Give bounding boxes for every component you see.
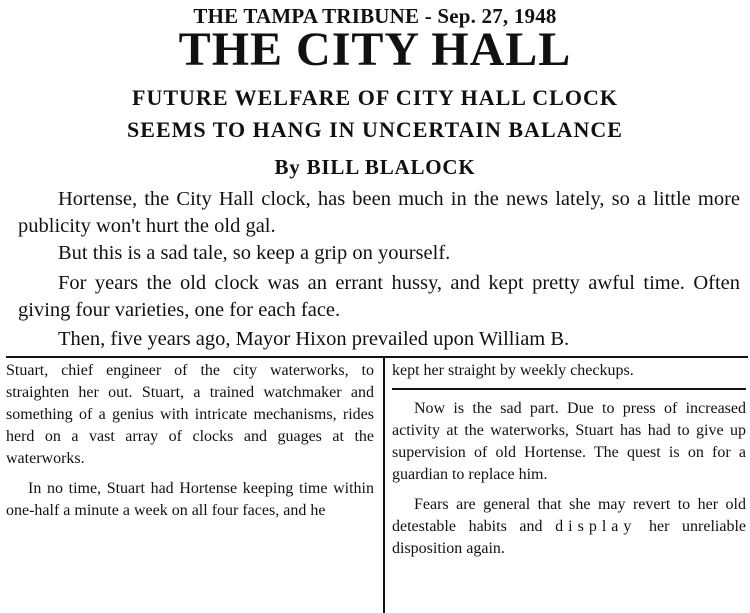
left-column: [6, 360, 374, 530]
left-column-paragraph: In no time, Stuart had Hortense keeping time within one-half a minute a week on all four faces, and he: [6, 480, 374, 519]
right-column-paragraph: Fears are general that she may revert to her old detestable habits and display her unreliable disposition again.: [392, 496, 747, 557]
lead-paragraph-3: For years the old clock was an errant hussy, and kept pretty awful time. Often giving four varieties, one for each face.: [18, 272, 740, 321]
byline: By BILL BLALOCK: [274, 155, 476, 179]
right-column: [392, 360, 746, 568]
left-column-paragraph: Stuart, chief engineer of the city waterworks, to straighten her out. Stuart, a trained watchmaker and something of a genius with intricate mechanisms, rides herd on a vast array of clocks and guages at the waterworks.: [6, 362, 374, 467]
spaced-word: display: [555, 518, 637, 535]
lead-paragraph-1: Hortense, the City Hall clock, has been much in the news lately, so a little more publicity won't hurt the old gal.: [18, 188, 740, 237]
lead-paragraph-2: But this is a sad tale, so keep a grip on yourself.: [58, 242, 451, 264]
section-title: THE CITY HALL: [178, 23, 572, 76]
headline-line-1: FUTURE WELFARE OF CITY HALL CLOCK: [132, 85, 618, 110]
right-column-paragraph: Now is the sad part. Due to press of increased activity at the waterworks, Stuart has had to give up supervision of old Hortense. The quest is on for a guardian to replace him.: [392, 400, 746, 483]
column-divider: [383, 356, 385, 613]
lead-paragraph-4: Then, five years ago, Mayor Hixon prevailed upon William B.: [58, 328, 570, 350]
headline-line-2: SEEMS TO HANG IN UNCERTAIN BALANCE: [127, 117, 623, 142]
horizontal-rule: [6, 356, 748, 358]
right-column-first-line: kept her straight by weekly checkups.: [392, 360, 746, 390]
article-columns: [6, 356, 748, 613]
masthead: THE TAMPA TRIBUNE - Sep. 27, 1948: [193, 4, 557, 28]
